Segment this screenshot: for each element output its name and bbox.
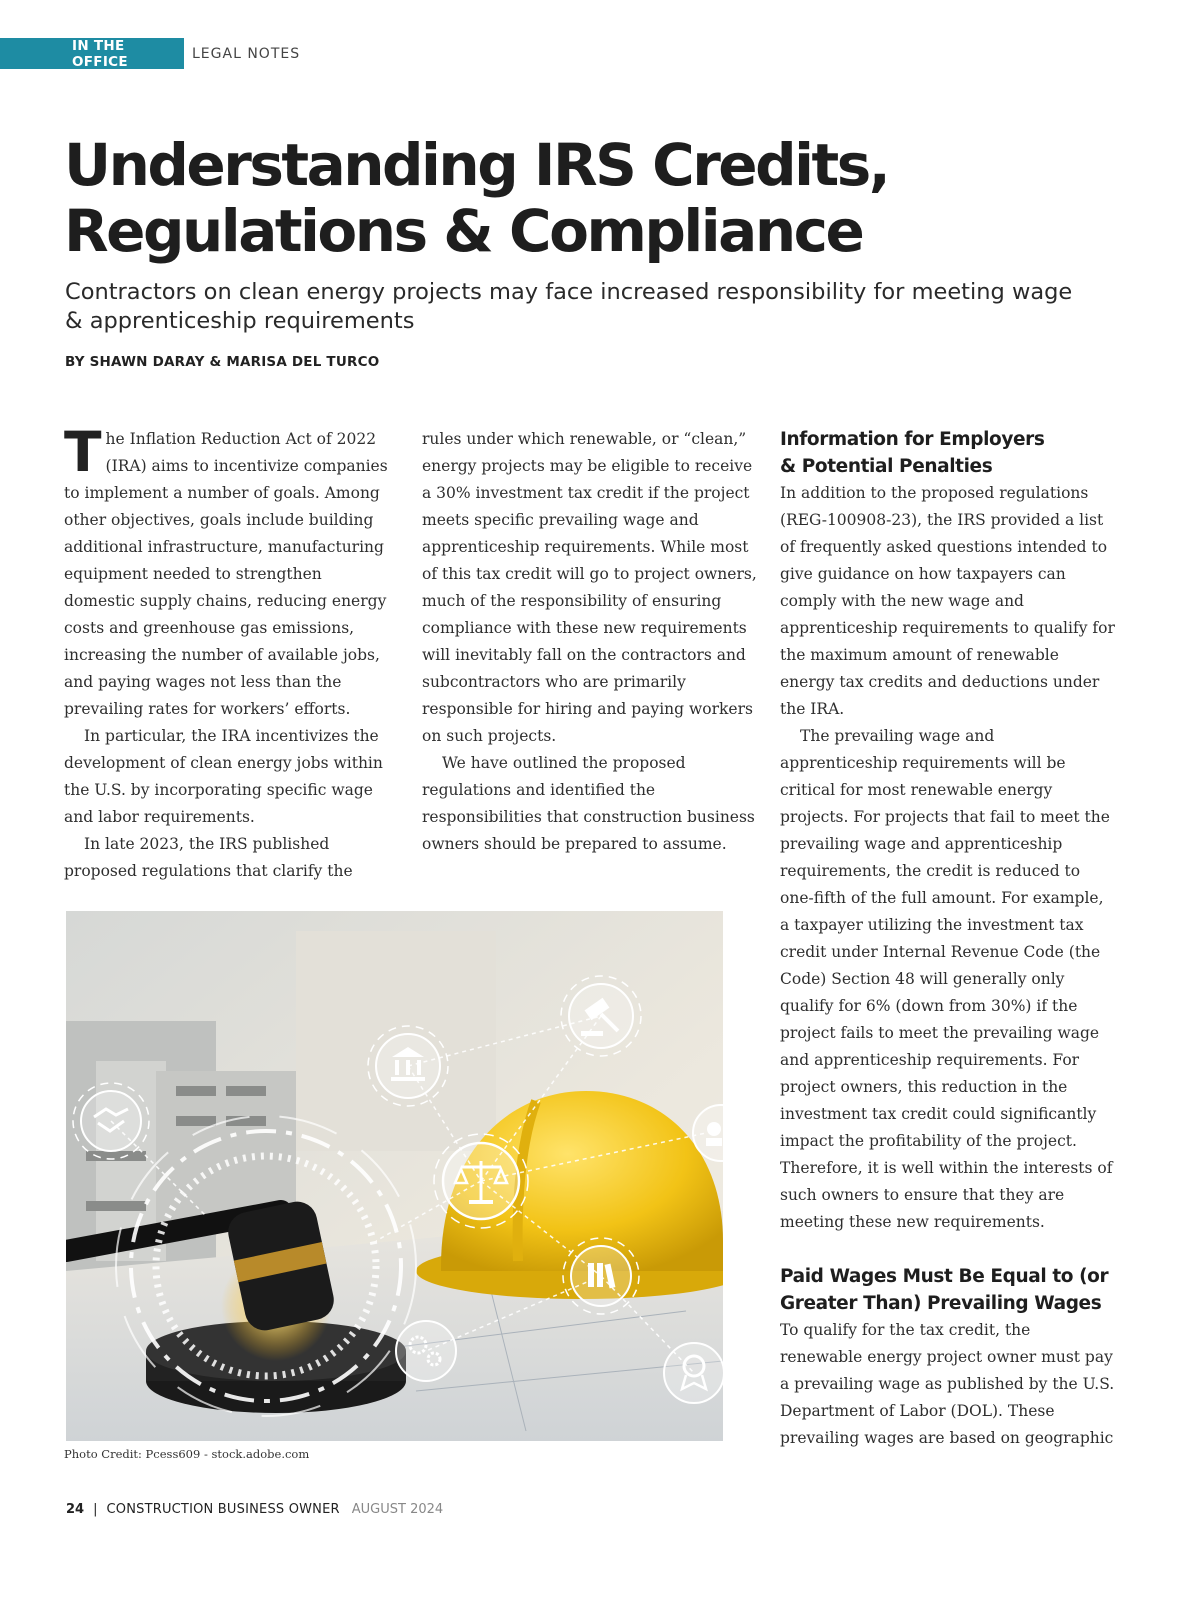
paragraph: We have outlined the proposed regulations and identified the responsibilities that construction business owners should be prepared to assume. (422, 754, 755, 853)
paragraph: In addition to the proposed regulations (REG-100908-23), the IRS provided a list of frequently asked questions intended to give guidance on how taxpayers can comply with the new wage and apprenticeship requirements to qualify for the maximum amount of renewable energy tax credits and deductions under the IRA. (780, 484, 1115, 718)
column-1 (64, 420, 394, 885)
paragraph: In late 2023, the IRS published proposed regulations that clarify the (64, 835, 353, 880)
byline: BY SHAWN DARAY & MARISA DEL TURCO (65, 354, 380, 370)
paragraph: rules under which renewable, or “clean,” energy projects may be eligible to receive a 30% investment tax credit if the project meets specific prevailing wage and apprenticeship requirements. While most of this tax credit will go to project owners, much of the responsibility of ensuring compliance with these new requirements will inevitably fall on the contractors and subcontractors who are primarily responsible for hiring and paying workers on such projects. (422, 430, 757, 745)
paragraph (64, 420, 394, 723)
page-footer (66, 1502, 443, 1517)
article-photo (66, 911, 723, 1441)
paragraph: In particular, the IRA incentivizes the development of clean energy jobs within the U.S. by incorporating specific wage and labor requirements. (64, 727, 383, 826)
section-subtag: LEGAL NOTES (192, 45, 301, 62)
footer-separator: | (93, 1502, 98, 1517)
column-2 (422, 426, 757, 858)
gears-icon (396, 1321, 456, 1381)
article-deck: Contractors on clean energy projects may face increased responsibility for meeting wage & apprenticeship requirements (65, 279, 1073, 334)
photo-caption: Photo Credit: Pcess609 - stock.adobe.com (64, 1447, 310, 1461)
title-line-1: Understanding IRS Credits, (64, 131, 889, 199)
paragraph: To qualify for the tax credit, the renewable energy project owner must pay a prevailing wage as published by the U.S. Department of Labor (DOL). These prevailing wages are based on geographic (780, 1321, 1115, 1447)
title-line-2: Regulations & Compliance (64, 197, 863, 265)
subhead-employers (780, 426, 1115, 480)
subhead-line: Information for Employers (780, 429, 1045, 450)
subhead-wages (780, 1263, 1115, 1317)
subhead-line: Greater Than) Prevailing Wages (780, 1293, 1102, 1314)
paragraph-text: he Inflation Reduction Act of 2022 (IRA) aims to incentivize companies to implement a number of goals. Among other objectives, goals include building additional infrastructure, manufacturing equipment needed to strengthen domestic supply chains, reducing energy costs and greenhouse gas emissions, increasing the number of available jobs, and paying wages not less than the prevailing rates for workers’ efforts. (64, 430, 388, 718)
subhead-line: Paid Wages Must Be Equal to (or (780, 1266, 1109, 1287)
certificate-icon (664, 1343, 723, 1403)
subhead-line: & Potential Penalties (780, 456, 993, 477)
photo-illustration (66, 911, 723, 1441)
magazine-name: CONSTRUCTION BUSINESS OWNER (106, 1502, 340, 1517)
column-3 (780, 426, 1115, 1452)
drop-cap: T (64, 420, 102, 484)
paragraph: The prevailing wage and apprenticeship requirements will be critical for most renewable energy projects. For projects that fail to meet the prevailing wage and apprenticeship requirements, the credit is reduced to one-fifth of the full amount. For example, a taxpayer utilizing the investment tax credit under Internal Revenue Code (the Code) Section 48 will generally only qualify for 6% (down from 30%) if the project fails to meet the prevailing wage and apprenticeship requirements. For project owners, this reduction in the investment tax credit could significantly impact the profitability of the project. Therefore, it is well within the interests of such owners to ensure that they are meeting these new requirements. (780, 727, 1113, 1231)
issue-date: AUGUST 2024 (351, 1502, 444, 1517)
article-title (64, 132, 1064, 264)
page-number: 24 (66, 1502, 85, 1517)
section-header (0, 38, 300, 69)
section-tag: IN THE OFFICE (0, 38, 184, 69)
